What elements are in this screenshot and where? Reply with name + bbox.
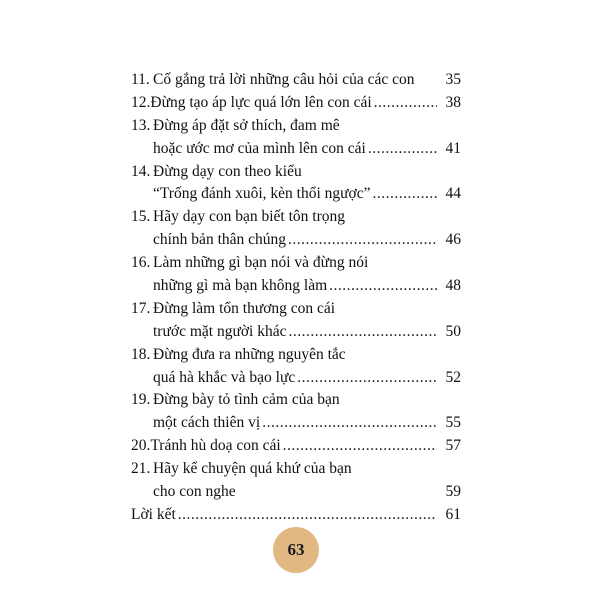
toc-entry-title: Đừng tạo áp lực quá lớn lên con cái bbox=[150, 93, 372, 111]
toc-entry-page: 50 bbox=[445, 322, 461, 340]
toc-entry-17[interactable] bbox=[131, 298, 461, 321]
toc-entry-title: Tránh hù doạ con cái bbox=[150, 437, 281, 455]
toc-entry-page: 48 bbox=[445, 277, 461, 295]
toc-entry-title: Làm những gì bạn nói và đừng nói bbox=[153, 254, 369, 272]
leader-dots bbox=[262, 412, 437, 435]
toc-entry-title-continued: quá hà khắc và bạo lực bbox=[153, 368, 296, 386]
toc-entry-14[interactable] bbox=[131, 161, 461, 184]
toc-entry-15-continued[interactable] bbox=[131, 229, 461, 252]
toc-entry-page: 38 bbox=[445, 93, 461, 111]
toc-entry-title: Đừng bày tỏ tình cảm của bạn bbox=[153, 391, 340, 409]
toc-entry-page: 44 bbox=[445, 185, 461, 203]
toc-entry-page: 55 bbox=[445, 414, 461, 432]
leader-dots bbox=[288, 321, 437, 344]
toc-entry-number: 21. bbox=[131, 460, 151, 478]
toc-entry-title: Đừng làm tổn thương con cái bbox=[153, 299, 336, 317]
toc-entry-15[interactable] bbox=[131, 206, 461, 229]
toc-entry-title: Lời kết bbox=[131, 505, 176, 523]
leader-dots bbox=[288, 229, 437, 252]
toc-entry-page: 59 bbox=[445, 483, 461, 501]
leader-dots bbox=[329, 275, 437, 298]
toc-entry-title: Hãy dạy con bạn biết tôn trọng bbox=[153, 208, 345, 226]
leader-dots bbox=[374, 92, 437, 115]
toc-entry-title-continued: chính bản thân chúng bbox=[153, 231, 287, 249]
toc-entry-title-continued: những gì mà bạn không làm bbox=[153, 277, 328, 295]
toc-entry-17-continued[interactable] bbox=[131, 321, 461, 344]
table-of-contents bbox=[131, 69, 461, 527]
toc-entry-19-continued[interactable] bbox=[131, 412, 461, 435]
page-number: 63 bbox=[287, 540, 305, 559]
toc-entry-title-continued: cho con nghe bbox=[153, 483, 236, 501]
toc-entry-12[interactable] bbox=[131, 92, 461, 115]
toc-entry-page: 61 bbox=[445, 505, 461, 523]
toc-entry-11[interactable] bbox=[131, 69, 461, 92]
toc-entry-title: Đừng áp đặt sở thích, đam mê bbox=[153, 116, 340, 134]
leader-dots bbox=[368, 138, 437, 161]
toc-entry-page: 41 bbox=[445, 139, 461, 157]
toc-entry-number: 15. bbox=[131, 208, 151, 226]
toc-entry-title: Đừng đưa ra những nguyên tắc bbox=[153, 345, 346, 363]
toc-entry-number: 11. bbox=[131, 71, 150, 88]
leader-dots bbox=[373, 183, 438, 206]
toc-entry-16-continued[interactable] bbox=[131, 275, 461, 298]
toc-entry-number: 16. bbox=[131, 254, 151, 272]
toc-entry-13[interactable] bbox=[131, 115, 461, 138]
toc-entry-18[interactable] bbox=[131, 344, 461, 367]
toc-entry-title: Hãy kể chuyện quá khứ của bạn bbox=[153, 460, 352, 478]
toc-entry-number: 19. bbox=[131, 391, 151, 409]
toc-entry-16[interactable] bbox=[131, 252, 461, 275]
toc-entry-number: 14. bbox=[131, 162, 151, 180]
toc-entry-number: 12. bbox=[131, 93, 151, 111]
toc-entry-page: 57 bbox=[445, 437, 461, 455]
toc-entry-title-continued: “Trống đánh xuôi, kèn thổi ngược” bbox=[153, 185, 371, 203]
leader-dots bbox=[297, 367, 437, 390]
toc-entry-title-continued: trước mặt người khác bbox=[153, 322, 287, 340]
toc-entry-number: 20. bbox=[131, 437, 151, 455]
toc-entry-title-continued: một cách thiên vị bbox=[153, 414, 261, 432]
toc-entry-number: 18. bbox=[131, 345, 151, 363]
leader-dots bbox=[283, 435, 437, 458]
toc-entry-title: Cố gắng trả lời những câu hỏi của các con bbox=[153, 71, 415, 88]
page-number-badge bbox=[273, 527, 319, 573]
toc-entry-title-continued: hoặc ước mơ của mình lên con cái bbox=[153, 139, 366, 157]
toc-entry-page: 46 bbox=[445, 231, 461, 249]
toc-entry-page: 35 bbox=[445, 71, 461, 88]
toc-entry-18-continued[interactable] bbox=[131, 367, 461, 390]
toc-entry-page: 52 bbox=[445, 368, 461, 386]
toc-entry-20[interactable] bbox=[131, 435, 461, 458]
toc-entry-number: 13. bbox=[131, 116, 151, 134]
toc-entry-13-continued[interactable] bbox=[131, 138, 461, 161]
toc-entry-14-continued[interactable] bbox=[131, 183, 461, 206]
toc-entry-closing[interactable] bbox=[131, 504, 461, 527]
toc-entry-21[interactable] bbox=[131, 458, 461, 481]
toc-entry-number: 17. bbox=[131, 299, 151, 317]
toc-entry-21-continued[interactable] bbox=[131, 481, 461, 504]
toc-entry-title: Đừng dạy con theo kiểu bbox=[153, 162, 302, 180]
toc-entry-19[interactable] bbox=[131, 389, 461, 412]
leader-dots bbox=[178, 504, 437, 527]
